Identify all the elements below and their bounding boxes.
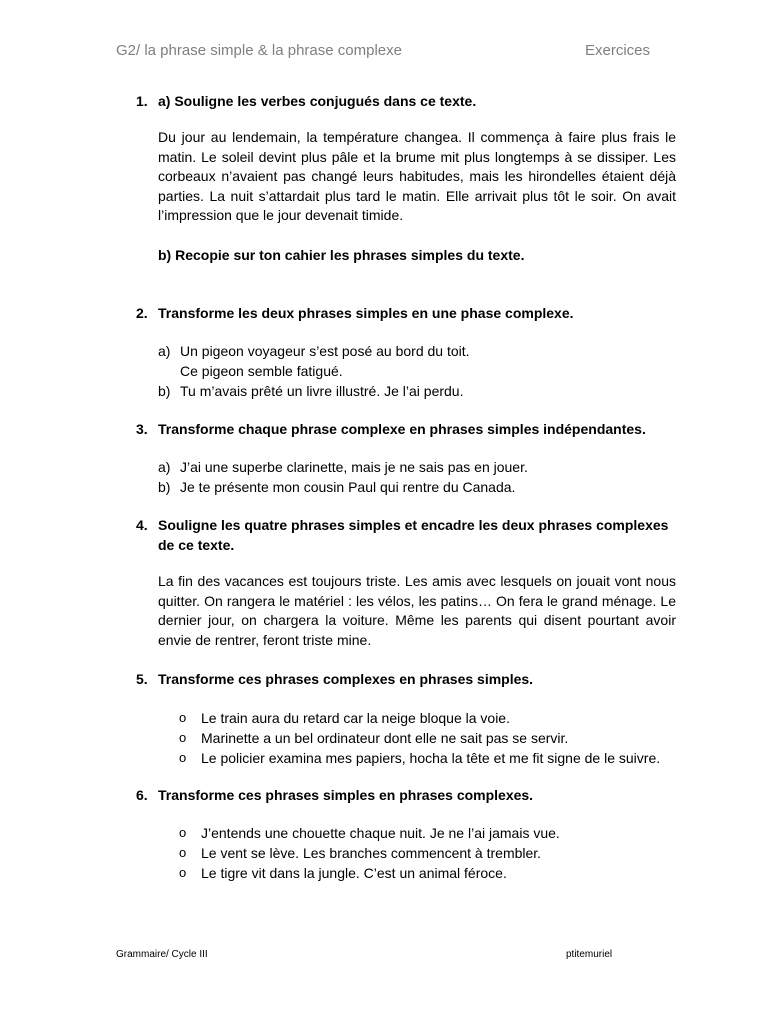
list-item — [158, 381, 678, 401]
exercise-question: Transforme les deux phrases simples en une phase complexe. — [158, 305, 574, 321]
item-text: J’ai une superbe clarinette, mais je ne sais pas en jouer. — [180, 459, 528, 475]
circle-bullet-icon: o — [179, 845, 187, 860]
exercise-number: 2. — [136, 305, 148, 321]
exercise-number: 1. — [136, 93, 148, 109]
item-text: Le train aura du retard car la neige bloque la voie. — [201, 710, 510, 726]
footer-left: Grammaire/ Cycle III — [116, 949, 208, 960]
item-marker: b) — [158, 479, 171, 495]
exercise-number: 3. — [136, 421, 148, 437]
list-item — [158, 863, 678, 883]
exercise-question: Transforme ces phrases simples en phrases complexes. — [158, 787, 534, 803]
list-item — [158, 748, 678, 768]
exercise-number: 4. — [136, 517, 148, 533]
circle-bullet-icon: o — [179, 750, 187, 765]
exercise-3-heading — [136, 419, 676, 439]
item-text: Le vent se lève. Les branches commencent à trembler. — [201, 845, 542, 861]
exercise-3-list — [158, 457, 678, 497]
exercise-4-heading — [136, 515, 676, 555]
item-text: J’entends une chouette chaque nuit. Je ne l’ai jamais vue. — [201, 825, 560, 841]
exercise-number: 6. — [136, 787, 148, 803]
item-text: Le tigre vit dans la jungle. C’est un animal féroce. — [201, 865, 507, 881]
list-item — [158, 728, 678, 748]
item-text: Ce pigeon semble fatigué. — [180, 363, 343, 379]
item-marker: b) — [158, 383, 171, 399]
list-item — [158, 823, 678, 843]
exercise-2-list — [158, 341, 678, 401]
circle-bullet-icon: o — [179, 825, 187, 840]
item-text: Le policier examina mes papiers, hocha la tête et me fit signe de le suivre. — [201, 750, 661, 766]
exercise-4-text: La fin des vacances est toujours triste. Les amis avec lesquels on jouait vont nous quitter. On rangera le matériel : les vélos, les patins… On fera le grand ménage. Le dernier jour, on chargera la voiture. Même les parents qui disent pourtant avoir envie de rentrer, feront triste mine. — [158, 573, 676, 648]
exercise-1-sub-question: b) Recopie sur ton cahier les phrases simples du texte. — [158, 247, 525, 263]
list-item — [158, 843, 678, 863]
list-item — [158, 341, 678, 381]
list-item — [158, 477, 678, 497]
exercise-6-list — [158, 823, 678, 883]
item-text: Tu m’avais prêté un livre illustré. Je l’ai perdu. — [180, 383, 464, 399]
exercise-number: 5. — [136, 671, 148, 687]
circle-bullet-icon: o — [179, 710, 187, 725]
section-label: Exercices — [585, 42, 651, 59]
list-item — [158, 457, 678, 477]
item-text: Je te présente mon cousin Paul qui rentre du Canada. — [180, 479, 516, 495]
item-marker: a) — [158, 459, 171, 475]
item-text: Un pigeon voyageur s’est posé au bord du toit. — [180, 343, 470, 359]
footer-right: ptitemuriel — [566, 949, 613, 960]
exercise-1-text: Du jour au lendemain, la température changea. Il commença à faire plus frais le matin. Le soleil devint plus pâle et la brume mit plus longtemps à se dissiper. Les corbeaux n’avaient pas changé leurs habitudes, mais les hirondelles étaient déjà parties. La nuit s’attardait plus tard le matin. Elle arrivait plus tôt le soir. On avait l’impression que le jour devenait timide. — [158, 129, 676, 223]
circle-bullet-icon: o — [179, 730, 187, 745]
exercise-question: Souligne les quatre phrases simples et encadre les deux phrases complexes de ce texte. — [158, 517, 669, 553]
exercise-question: Transforme ces phrases complexes en phrases simples. — [158, 671, 534, 687]
exercise-5-list — [158, 708, 678, 768]
item-marker: a) — [158, 343, 171, 359]
list-item — [158, 708, 678, 728]
exercise-question: a) Souligne les verbes conjugués dans ce texte. — [158, 93, 477, 109]
item-text: Marinette a un bel ordinateur dont elle ne sait pas se servir. — [201, 730, 569, 746]
exercise-question: Transforme chaque phrase complexe en phrases simples indépendantes. — [158, 421, 646, 437]
exercise-6-heading — [136, 785, 676, 805]
circle-bullet-icon: o — [179, 865, 187, 880]
exercise-2-heading — [136, 303, 676, 323]
exercise-5-heading — [136, 669, 676, 689]
exercise-1-heading — [136, 91, 676, 111]
page-title: G2/ la phrase simple & la phrase complexe — [116, 42, 402, 59]
